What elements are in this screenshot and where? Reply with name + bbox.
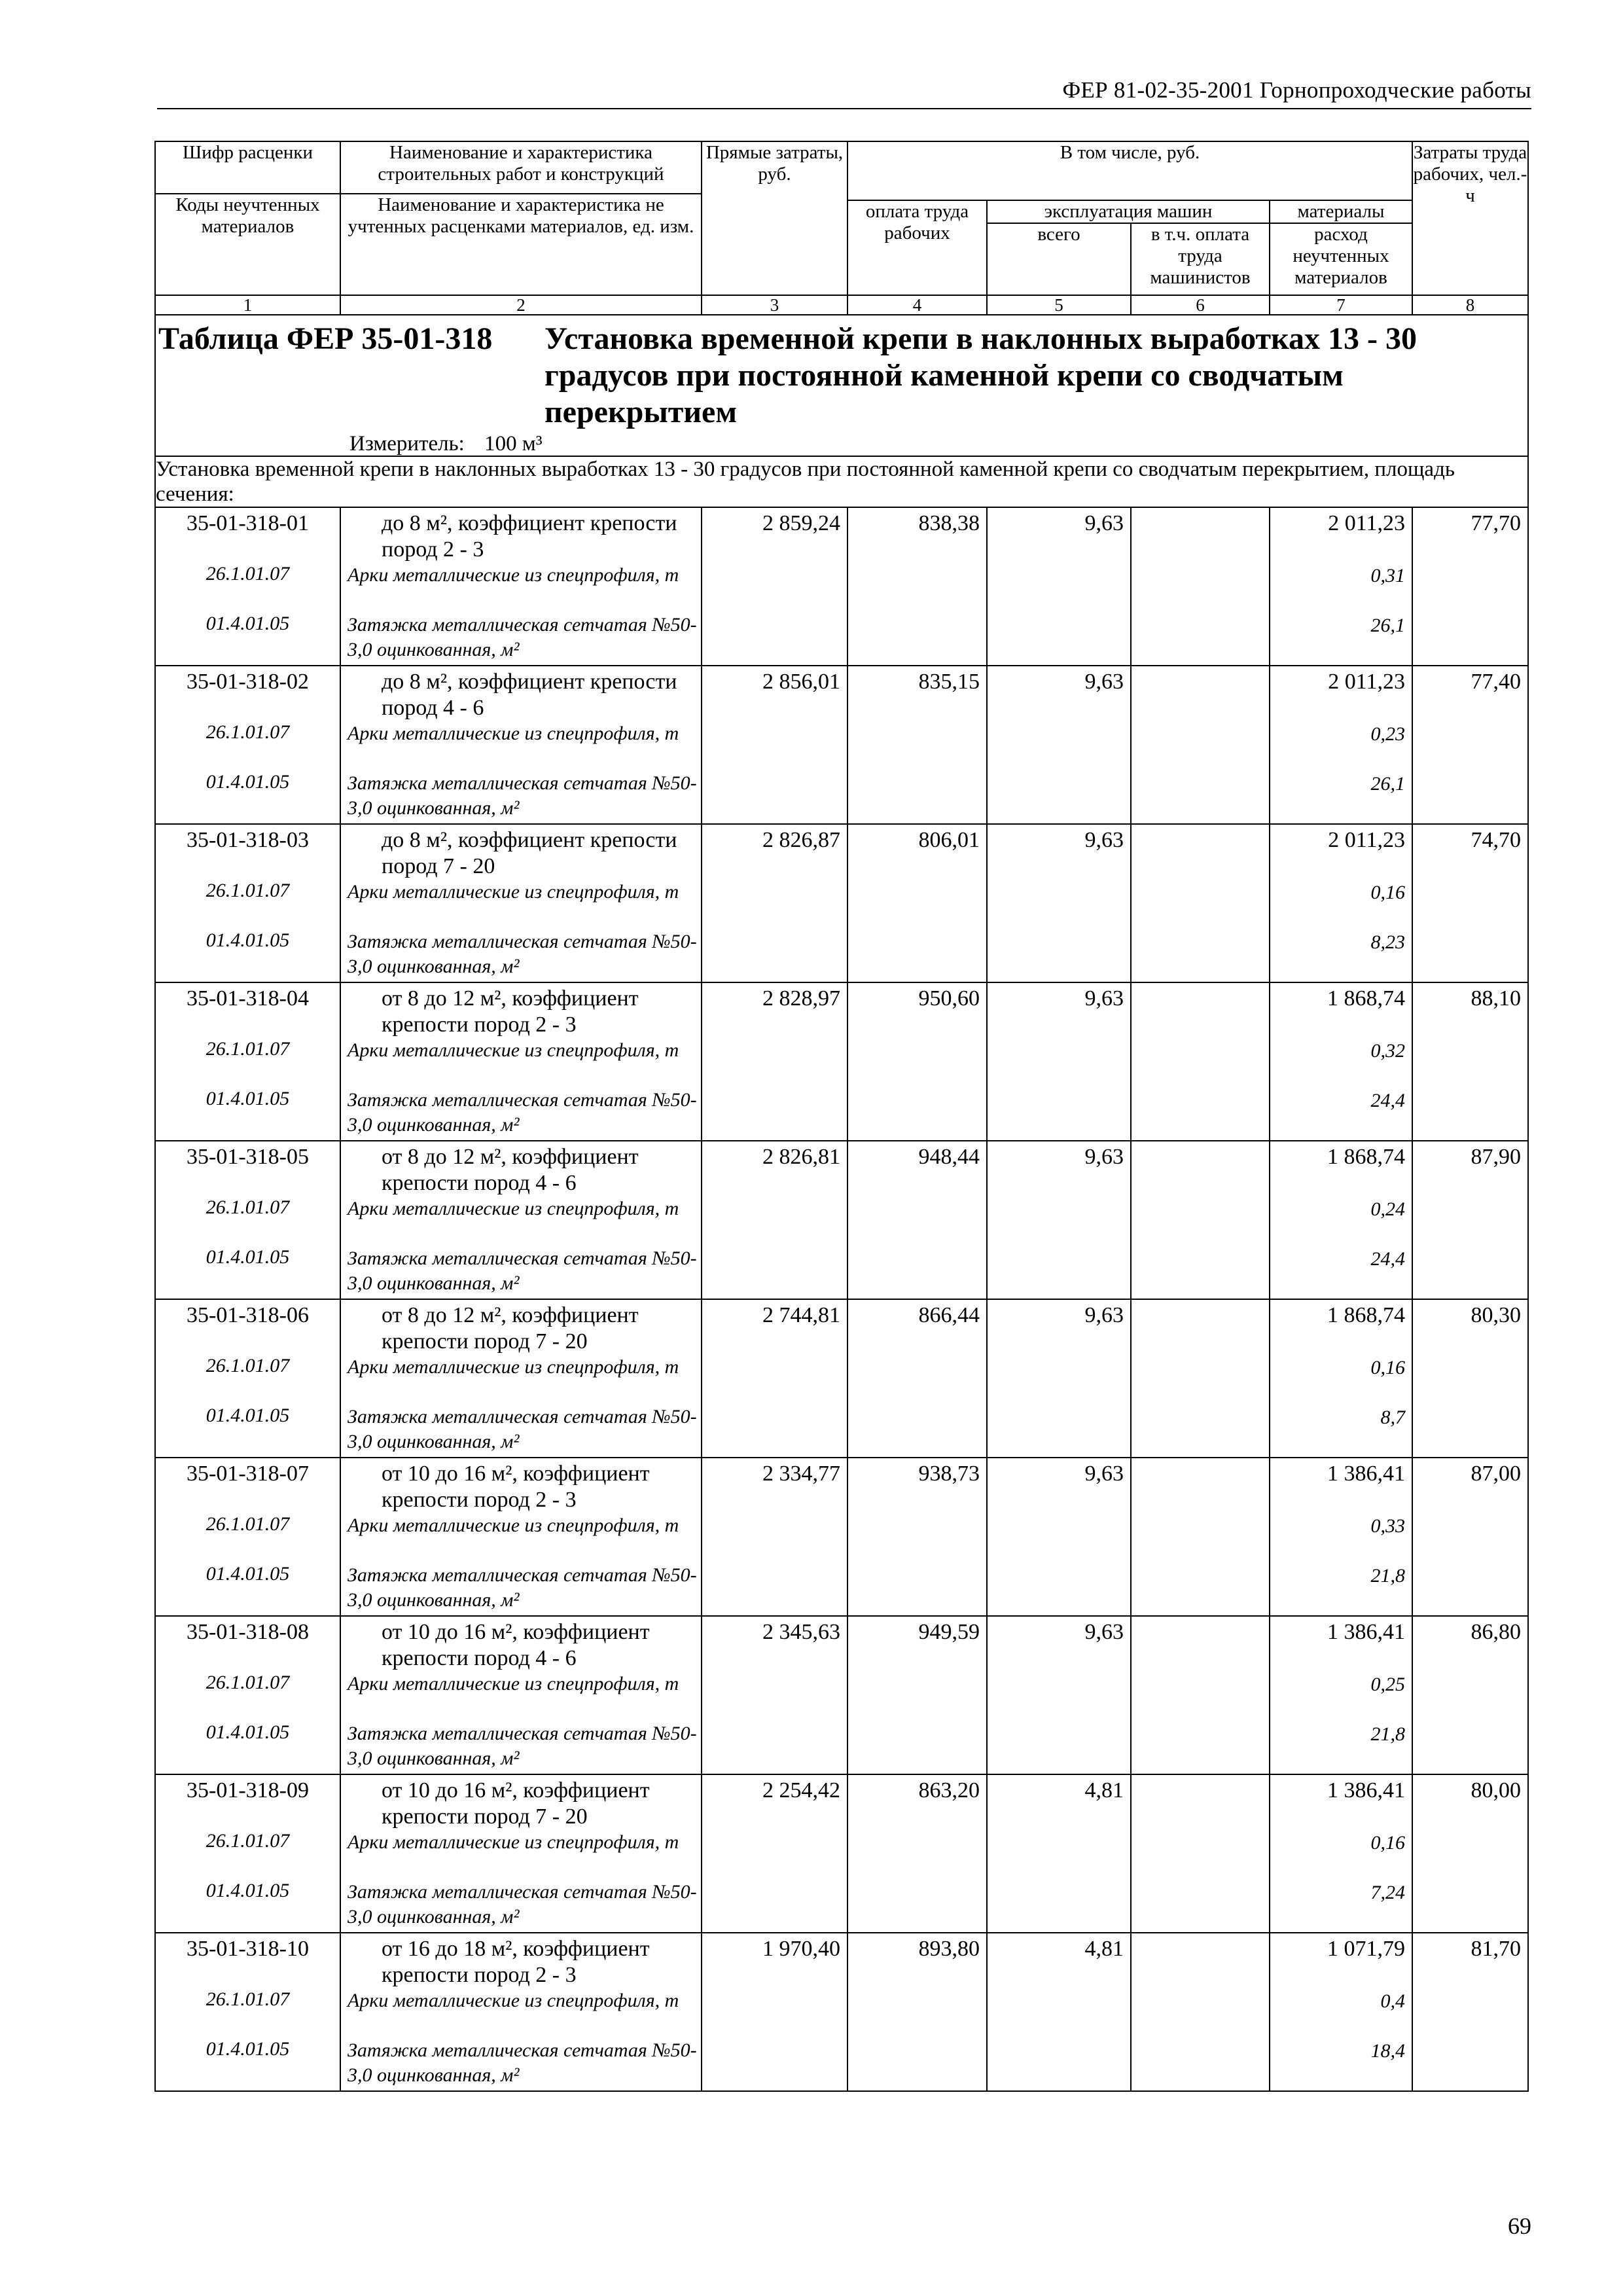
rate-name: до 8 м², коэффициент крепости пород 4 - 6 bbox=[382, 670, 677, 720]
labor-hours-cell bbox=[1412, 982, 1528, 1141]
direct-cost: 2 856,01 bbox=[762, 670, 840, 694]
machines-header: эксплуатация машин bbox=[987, 200, 1270, 223]
operators-cost-cell bbox=[1131, 1141, 1270, 1299]
material-code: 01.4.01.05 bbox=[205, 771, 290, 793]
labor-cost-cell bbox=[847, 824, 987, 982]
header-rule bbox=[157, 108, 1531, 109]
labor-hours-cell bbox=[1412, 1616, 1528, 1774]
measure-value: 100 м³ bbox=[484, 432, 543, 456]
labor-cost-cell bbox=[847, 982, 987, 1141]
table-row bbox=[155, 1299, 1528, 1458]
direct-cost: 2 828,97 bbox=[762, 986, 840, 1011]
col3-header: Прямые затраты, руб. bbox=[702, 141, 847, 295]
table-row bbox=[155, 982, 1528, 1141]
table-row bbox=[155, 1774, 1528, 1933]
material-qty: 8,7 bbox=[1380, 1407, 1405, 1428]
col1-header-bottom: Коды неучтенных материалов bbox=[155, 194, 340, 295]
direct-cost-cell bbox=[702, 1616, 847, 1774]
labor-hours-cell bbox=[1412, 666, 1528, 824]
rate-code: 35-01-318-04 bbox=[187, 986, 309, 1011]
materials-cost-cell bbox=[1270, 1458, 1412, 1616]
material-code: 01.4.01.05 bbox=[205, 929, 290, 951]
operators-cost-cell bbox=[1131, 507, 1270, 666]
machines-cost: 9,63 bbox=[1084, 986, 1124, 1011]
material-name: Арки металлические из спецпрофиля, т bbox=[348, 1198, 679, 1219]
material-name: Затяжка металлическая сетчатая №50-3,0 оцинкованная, м² bbox=[348, 931, 697, 977]
direct-cost: 2 826,81 bbox=[762, 1145, 840, 1169]
table-row bbox=[155, 1458, 1528, 1616]
direct-cost: 2 334,77 bbox=[762, 1462, 840, 1486]
rate-name-cell bbox=[340, 982, 702, 1141]
labor-hours: 77,70 bbox=[1471, 511, 1521, 535]
direct-cost-cell bbox=[702, 1299, 847, 1458]
col-number: 7 bbox=[1270, 295, 1412, 315]
operators-cost-cell bbox=[1131, 1458, 1270, 1616]
material-name: Затяжка металлическая сетчатая №50-3,0 оцинкованная, м² bbox=[348, 1723, 697, 1769]
col1-header-top: Шифр расценки bbox=[155, 141, 340, 194]
rate-name-cell bbox=[340, 1774, 702, 1933]
rate-name-cell bbox=[340, 1458, 702, 1616]
materials-cost: 1 071,79 bbox=[1327, 1937, 1405, 1961]
material-code: 01.4.01.05 bbox=[205, 2038, 290, 2060]
direct-cost: 2 859,24 bbox=[762, 511, 840, 535]
materials-cost-cell bbox=[1270, 982, 1412, 1141]
material-name: Затяжка металлическая сетчатая №50-3,0 оцинкованная, м² bbox=[348, 2039, 697, 2086]
direct-cost: 2 254,42 bbox=[762, 1778, 840, 1803]
material-name: Арки металлические из спецпрофиля, т bbox=[348, 1831, 679, 1853]
material-name: Арки металлические из спецпрофиля, т bbox=[348, 723, 679, 744]
materials-cost: 2 011,23 bbox=[1328, 828, 1405, 852]
materials-cost-cell bbox=[1270, 1299, 1412, 1458]
machines-cost-cell bbox=[987, 1774, 1131, 1933]
material-code: 01.4.01.05 bbox=[205, 1246, 290, 1268]
material-code: 26.1.01.07 bbox=[205, 880, 290, 901]
material-qty: 0,23 bbox=[1370, 723, 1405, 745]
labor-hours: 88,10 bbox=[1471, 986, 1521, 1011]
material-qty: 0,32 bbox=[1370, 1040, 1405, 1062]
material-name: Арки металлические из спецпрофиля, т bbox=[348, 881, 679, 903]
materials-cost: 1 868,74 bbox=[1327, 1303, 1405, 1327]
machines-cost-cell bbox=[987, 982, 1131, 1141]
rate-code-cell bbox=[155, 666, 340, 824]
rate-name-cell bbox=[340, 824, 702, 982]
materials-cost: 2 011,23 bbox=[1328, 670, 1405, 694]
rate-name-cell bbox=[340, 1141, 702, 1299]
materials-cost: 1 868,74 bbox=[1327, 1145, 1405, 1169]
material-name: Арки металлические из спецпрофиля, т bbox=[348, 1990, 679, 2011]
materials-cost: 2 011,23 bbox=[1328, 511, 1405, 535]
direct-cost-cell bbox=[702, 824, 847, 982]
material-qty: 26,1 bbox=[1370, 615, 1405, 636]
rate-name: от 10 до 16 м², коэффициент крепости пород 4 - 6 bbox=[382, 1620, 650, 1670]
machines-cost-cell bbox=[987, 1141, 1131, 1299]
rate-code-cell bbox=[155, 1616, 340, 1774]
labor-cost: 863,20 bbox=[918, 1778, 980, 1803]
material-code: 26.1.01.07 bbox=[205, 1988, 290, 2010]
materials-cost-cell bbox=[1270, 507, 1412, 666]
machines-cost: 9,63 bbox=[1084, 511, 1124, 535]
materials-cost: 1 386,41 bbox=[1327, 1462, 1405, 1486]
material-qty: 24,4 bbox=[1370, 1090, 1405, 1111]
material-name: Арки металлические из спецпрофиля, т bbox=[348, 1039, 679, 1061]
rate-name: от 16 до 18 м², коэффициент крепости пород 2 - 3 bbox=[382, 1937, 650, 1987]
materials-cost-cell bbox=[1270, 1616, 1412, 1774]
rates-table bbox=[154, 141, 1529, 2092]
labor-cost-cell bbox=[847, 1141, 987, 1299]
materials-cost: 1 868,74 bbox=[1327, 986, 1405, 1011]
material-qty: 0,16 bbox=[1370, 1832, 1405, 1854]
measure-label: Измеритель: bbox=[349, 432, 465, 456]
rate-code: 35-01-318-01 bbox=[187, 511, 309, 535]
labor-cost: 950,60 bbox=[918, 986, 980, 1011]
rate-code-cell bbox=[155, 1299, 340, 1458]
machines-cost: 9,63 bbox=[1084, 1145, 1124, 1169]
labor-cost-cell bbox=[847, 1299, 987, 1458]
col-number: 4 bbox=[847, 295, 987, 315]
material-qty: 0,25 bbox=[1370, 1674, 1405, 1695]
rate-name-cell bbox=[340, 507, 702, 666]
machines-cost: 9,63 bbox=[1084, 828, 1124, 852]
material-code: 01.4.01.05 bbox=[205, 1088, 290, 1109]
direct-cost: 2 826,87 bbox=[762, 828, 840, 852]
table-row bbox=[155, 507, 1528, 666]
direct-cost-cell bbox=[702, 1141, 847, 1299]
rate-name: от 10 до 16 м², коэффициент крепости пород 2 - 3 bbox=[382, 1462, 650, 1512]
rate-code: 35-01-318-08 bbox=[187, 1620, 309, 1644]
labor-cost-cell bbox=[847, 1933, 987, 2091]
rate-name: от 8 до 12 м², коэффициент крепости пород 4 - 6 bbox=[382, 1145, 639, 1195]
col5-header: всего bbox=[987, 223, 1131, 295]
machines-cost-cell bbox=[987, 1933, 1131, 2091]
operators-cost-cell bbox=[1131, 1774, 1270, 1933]
labor-hours-cell bbox=[1412, 1933, 1528, 2091]
machines-cost: 9,63 bbox=[1084, 670, 1124, 694]
labor-hours-cell bbox=[1412, 1299, 1528, 1458]
col6-header: в т.ч. оплата труда машинистов bbox=[1131, 223, 1270, 295]
labor-hours: 81,70 bbox=[1471, 1937, 1521, 1961]
machines-cost: 4,81 bbox=[1084, 1778, 1124, 1803]
labor-cost: 866,44 bbox=[918, 1303, 980, 1327]
machines-cost-cell bbox=[987, 666, 1131, 824]
material-name: Затяжка металлическая сетчатая №50-3,0 оцинкованная, м² bbox=[348, 1089, 697, 1136]
labor-cost-cell bbox=[847, 507, 987, 666]
material-code: 26.1.01.07 bbox=[205, 1513, 290, 1535]
rate-name-cell bbox=[340, 1616, 702, 1774]
rate-code: 35-01-318-03 bbox=[187, 828, 309, 852]
labor-cost: 949,59 bbox=[918, 1620, 980, 1644]
material-code: 26.1.01.07 bbox=[205, 721, 290, 743]
rate-code-cell bbox=[155, 982, 340, 1141]
labor-hours: 74,70 bbox=[1471, 828, 1521, 852]
material-qty: 24,4 bbox=[1370, 1248, 1405, 1270]
col-number: 5 bbox=[987, 295, 1131, 315]
rate-code: 35-01-318-07 bbox=[187, 1462, 309, 1486]
col8-header: Затраты труда рабочих, чел.-ч bbox=[1412, 141, 1528, 295]
direct-cost: 1 970,40 bbox=[762, 1937, 840, 1961]
material-code: 01.4.01.05 bbox=[205, 1880, 290, 1901]
machines-cost: 4,81 bbox=[1084, 1937, 1124, 1961]
labor-cost: 838,38 bbox=[918, 511, 980, 535]
operators-cost-cell bbox=[1131, 1933, 1270, 2091]
material-name: Арки металлические из спецпрофиля, т bbox=[348, 1356, 679, 1378]
materials-cost-cell bbox=[1270, 666, 1412, 824]
machines-cost-cell bbox=[987, 1299, 1131, 1458]
direct-cost-cell bbox=[702, 666, 847, 824]
operators-cost-cell bbox=[1131, 824, 1270, 982]
labor-hours: 87,00 bbox=[1471, 1462, 1521, 1486]
rate-code: 35-01-318-10 bbox=[187, 1937, 309, 1961]
labor-cost-cell bbox=[847, 1774, 987, 1933]
labor-cost: 893,80 bbox=[918, 1937, 980, 1961]
machines-cost-cell bbox=[987, 1616, 1131, 1774]
labor-cost: 835,15 bbox=[918, 670, 980, 694]
labor-hours: 86,80 bbox=[1471, 1620, 1521, 1644]
operators-cost-cell bbox=[1131, 982, 1270, 1141]
direct-cost-cell bbox=[702, 507, 847, 666]
material-code: 26.1.01.07 bbox=[205, 1672, 290, 1693]
rate-code-cell bbox=[155, 1774, 340, 1933]
rate-code-cell bbox=[155, 1933, 340, 2091]
direct-cost: 2 345,63 bbox=[762, 1620, 840, 1644]
col-number: 2 bbox=[340, 295, 702, 315]
machines-cost: 9,63 bbox=[1084, 1303, 1124, 1327]
rate-name: от 10 до 16 м², коэффициент крепости пород 7 - 20 bbox=[382, 1778, 650, 1829]
rate-code-cell bbox=[155, 1141, 340, 1299]
rate-code: 35-01-318-06 bbox=[187, 1303, 309, 1327]
material-name: Арки металлические из спецпрофиля, т bbox=[348, 1673, 679, 1695]
col4-header: оплата труда рабочих bbox=[847, 200, 987, 295]
running-header: ФЕР 81-02-35-2001 Горнопроходческие работы bbox=[1062, 77, 1531, 103]
labor-cost: 948,44 bbox=[918, 1145, 980, 1169]
labor-hours-cell bbox=[1412, 824, 1528, 982]
operators-cost-cell bbox=[1131, 666, 1270, 824]
labor-hours: 80,30 bbox=[1471, 1303, 1521, 1327]
material-qty: 18,4 bbox=[1370, 2040, 1405, 2062]
col-number: 3 bbox=[702, 295, 847, 315]
material-code: 01.4.01.05 bbox=[205, 613, 290, 634]
direct-cost-cell bbox=[702, 1774, 847, 1933]
material-code: 26.1.01.07 bbox=[205, 1355, 290, 1376]
material-qty: 7,24 bbox=[1370, 1882, 1405, 1903]
machines-cost-cell bbox=[987, 1458, 1131, 1616]
labor-hours-cell bbox=[1412, 1141, 1528, 1299]
rate-code-cell bbox=[155, 1458, 340, 1616]
material-qty: 0,31 bbox=[1370, 565, 1405, 586]
materials-header: материалы bbox=[1270, 200, 1412, 223]
table-title-block bbox=[155, 315, 1528, 456]
col-number: 6 bbox=[1131, 295, 1270, 315]
table-title: Установка временной крепи в наклонных выработках 13 - 30 градусов при постоянной каменной крепи со сводчатым перекрытием bbox=[544, 321, 1417, 429]
table-row bbox=[155, 1616, 1528, 1774]
labor-hours: 77,40 bbox=[1471, 670, 1521, 694]
material-name: Затяжка металлическая сетчатая №50-3,0 оцинкованная, м² bbox=[348, 772, 697, 819]
labor-cost-cell bbox=[847, 666, 987, 824]
material-qty: 8,23 bbox=[1370, 931, 1405, 953]
material-qty: 0,24 bbox=[1370, 1198, 1405, 1220]
material-code: 01.4.01.05 bbox=[205, 1721, 290, 1743]
labor-hours-cell bbox=[1412, 507, 1528, 666]
material-qty: 0,4 bbox=[1380, 1990, 1405, 2012]
table-code: Таблица ФЕР 35-01-318 bbox=[158, 321, 493, 356]
measure-line bbox=[349, 432, 1525, 456]
labor-hours: 80,00 bbox=[1471, 1778, 1521, 1803]
labor-cost-cell bbox=[847, 1458, 987, 1616]
machines-cost-cell bbox=[987, 507, 1131, 666]
col-number: 1 bbox=[155, 295, 340, 315]
materials-cost: 1 386,41 bbox=[1327, 1620, 1405, 1644]
machines-cost-cell bbox=[987, 824, 1131, 982]
labor-hours-cell bbox=[1412, 1774, 1528, 1933]
rate-name: от 8 до 12 м², коэффициент крепости пород 7 - 20 bbox=[382, 1303, 639, 1354]
materials-cost-cell bbox=[1270, 1774, 1412, 1933]
material-qty: 21,8 bbox=[1370, 1723, 1405, 1745]
rate-code-cell bbox=[155, 824, 340, 982]
material-name: Арки металлические из спецпрофиля, т bbox=[348, 564, 679, 586]
rate-code: 35-01-318-05 bbox=[187, 1145, 309, 1169]
rate-name: до 8 м², коэффициент крепости пород 7 - 20 bbox=[382, 828, 677, 878]
materials-cost: 1 386,41 bbox=[1327, 1778, 1405, 1803]
col-number: 8 bbox=[1412, 295, 1528, 315]
material-qty: 26,1 bbox=[1370, 773, 1405, 795]
rate-code-cell bbox=[155, 507, 340, 666]
table-row bbox=[155, 1141, 1528, 1299]
page-number: 69 bbox=[1508, 2213, 1531, 2239]
rate-name-cell bbox=[340, 666, 702, 824]
materials-cost-cell bbox=[1270, 1141, 1412, 1299]
table-row bbox=[155, 1933, 1528, 2091]
material-qty: 0,16 bbox=[1370, 1357, 1405, 1378]
machines-cost: 9,63 bbox=[1084, 1462, 1124, 1486]
rate-code: 35-01-318-02 bbox=[187, 670, 309, 694]
material-name: Затяжка металлическая сетчатая №50-3,0 оцинкованная, м² bbox=[348, 614, 697, 660]
col2-header-bottom: Наименование и характеристика не учтенных расценками материалов, ед. изм. bbox=[340, 194, 702, 295]
direct-cost-cell bbox=[702, 982, 847, 1141]
rate-name-cell bbox=[340, 1933, 702, 2091]
direct-cost-cell bbox=[702, 1458, 847, 1616]
material-qty: 0,16 bbox=[1370, 882, 1405, 903]
rate-code: 35-01-318-09 bbox=[187, 1778, 309, 1803]
table-description: Установка временной крепи в наклонных выработках 13 - 30 градусов при постоянной каменной крепи со сводчатым перекрытием, площадь сечения: bbox=[155, 456, 1528, 507]
material-qty: 0,33 bbox=[1370, 1515, 1405, 1537]
material-name: Затяжка металлическая сетчатая №50-3,0 оцинкованная, м² bbox=[348, 1564, 697, 1611]
labor-cost: 806,01 bbox=[918, 828, 980, 852]
machines-cost: 9,63 bbox=[1084, 1620, 1124, 1644]
materials-cost-cell bbox=[1270, 824, 1412, 982]
material-name: Затяжка металлическая сетчатая №50-3,0 оцинкованная, м² bbox=[348, 1247, 697, 1294]
material-code: 26.1.01.07 bbox=[205, 563, 290, 584]
material-name: Арки металлические из спецпрофиля, т bbox=[348, 1515, 679, 1536]
direct-cost: 2 744,81 bbox=[762, 1303, 840, 1327]
material-code: 01.4.01.05 bbox=[205, 1405, 290, 1426]
table-row bbox=[155, 824, 1528, 982]
material-code: 26.1.01.07 bbox=[205, 1196, 290, 1218]
table-row bbox=[155, 666, 1528, 824]
labor-cost: 938,73 bbox=[918, 1462, 980, 1486]
materials-cost-cell bbox=[1270, 1933, 1412, 2091]
operators-cost-cell bbox=[1131, 1299, 1270, 1458]
material-code: 26.1.01.07 bbox=[205, 1830, 290, 1852]
rate-name: до 8 м², коэффициент крепости пород 2 - 3 bbox=[382, 511, 677, 562]
labor-hours-cell bbox=[1412, 1458, 1528, 1616]
col2-header-top: Наименование и характеристика строительных работ и конструкций bbox=[340, 141, 702, 194]
operators-cost-cell bbox=[1131, 1616, 1270, 1774]
material-name: Затяжка металлическая сетчатая №50-3,0 оцинкованная, м² bbox=[348, 1406, 697, 1452]
labor-hours: 87,90 bbox=[1471, 1145, 1521, 1169]
group-header: В том числе, руб. bbox=[847, 141, 1412, 200]
rate-name-cell bbox=[340, 1299, 702, 1458]
material-code: 01.4.01.05 bbox=[205, 1563, 290, 1585]
col7-header: расход неучтенных материалов bbox=[1270, 223, 1412, 295]
direct-cost-cell bbox=[702, 1933, 847, 2091]
material-qty: 21,8 bbox=[1370, 1565, 1405, 1587]
material-name: Затяжка металлическая сетчатая №50-3,0 оцинкованная, м² bbox=[348, 1881, 697, 1928]
material-code: 26.1.01.07 bbox=[205, 1038, 290, 1060]
labor-cost-cell bbox=[847, 1616, 987, 1774]
rate-name: от 8 до 12 м², коэффициент крепости пород 2 - 3 bbox=[382, 986, 639, 1037]
